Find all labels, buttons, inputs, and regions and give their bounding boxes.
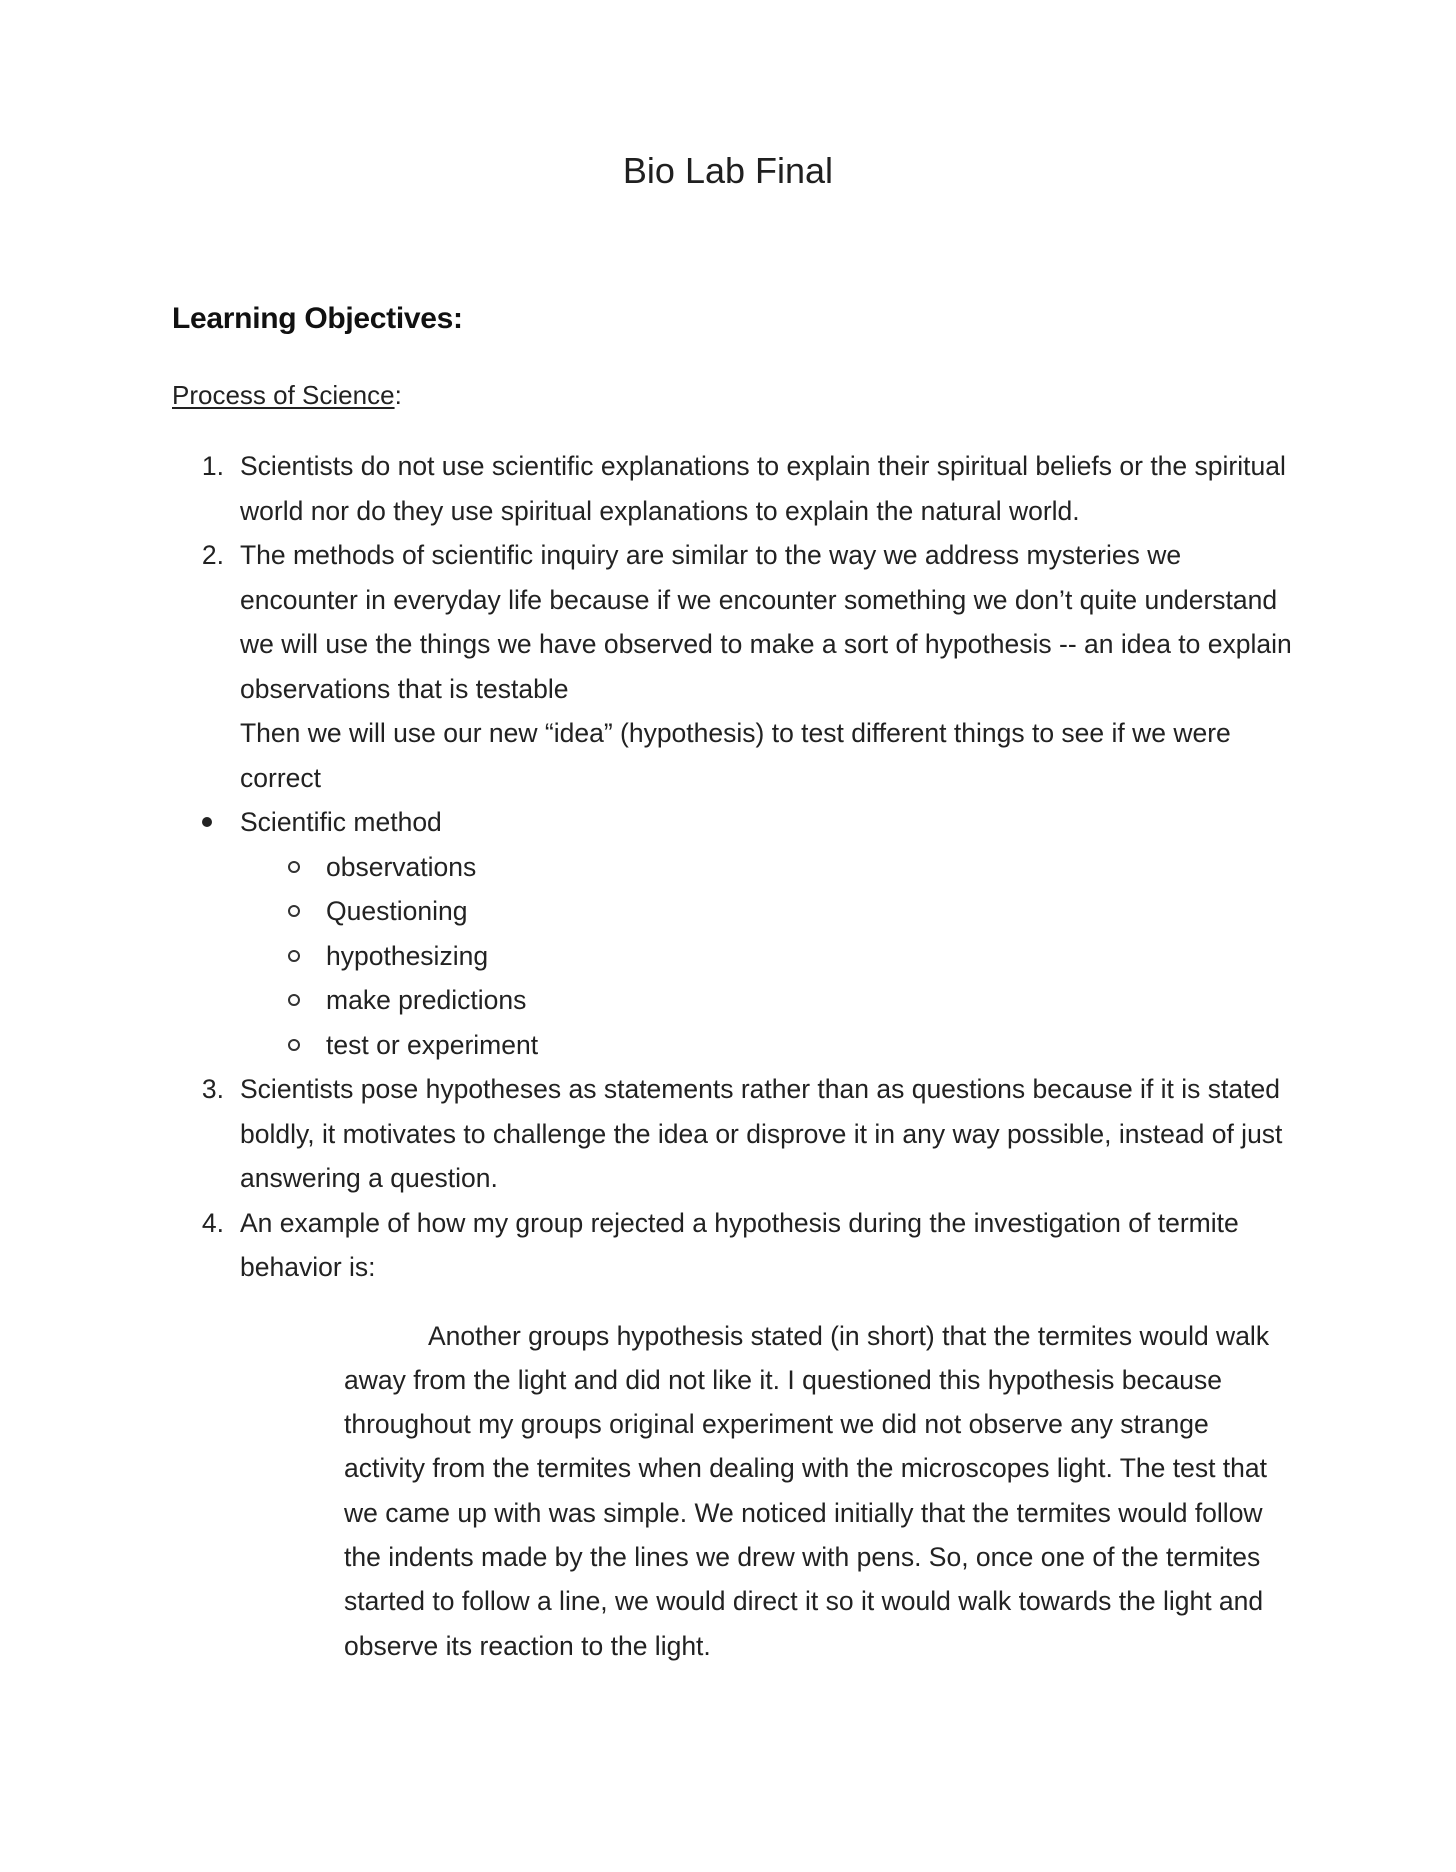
- list-item-1: [172, 444, 1292, 533]
- list-item-text: An example of how my group rejected a hypothesis during the investigation of termite behavior is:: [240, 1207, 1239, 1282]
- sub-bullet-marker: [172, 845, 326, 890]
- sub-bullet-item: [172, 845, 1292, 890]
- bullet-item-scientific-method: [172, 800, 1292, 845]
- subsection-colon: :: [394, 380, 402, 410]
- subsection-title: Process of Science: [172, 380, 395, 410]
- hollow-bullet-icon: [288, 1039, 300, 1051]
- list-item-3: [172, 1067, 1292, 1201]
- hollow-bullet-icon: [288, 905, 300, 917]
- list-number: 4.: [201, 1207, 224, 1238]
- sub-bullet-item: [172, 978, 1292, 1023]
- sub-bullet-marker: [172, 978, 326, 1023]
- list-item-text: Scientists pose hypotheses as statements rather than as questions because if it is stated boldly, it motivates to challenge the idea or disprove it in any way possible, instead of just answering a question.: [240, 1074, 1283, 1193]
- subsection-heading: [172, 380, 402, 411]
- hollow-bullet-icon: [288, 861, 300, 873]
- sub-bullet-text: test or experiment: [326, 1029, 539, 1060]
- list-item-continuation: Then we will use our new “idea” (hypothesis) to test different things to see if we were correct: [240, 718, 1231, 793]
- list-item-text: The methods of scientific inquiry are similar to the way we address mysteries we encounter in everyday life because if we encounter something we don’t quite understand we will use the things we have observed to make a sort of hypothesis -- an idea to explain observations that is testable: [240, 540, 1292, 704]
- objectives-list: [172, 444, 1292, 1694]
- sub-bullet-marker: [172, 934, 326, 979]
- hollow-bullet-icon: [288, 950, 300, 962]
- list-item-body: [240, 533, 1292, 800]
- sub-bullet-text: Questioning: [326, 896, 468, 926]
- document-title: Bio Lab Final: [622, 150, 834, 191]
- bullet-text: Scientific method: [240, 807, 442, 837]
- list-item-2: [172, 533, 1292, 800]
- sub-bullet-marker: [172, 889, 326, 934]
- sub-bullet-text: observations: [326, 851, 477, 882]
- list-number: 2.: [201, 540, 224, 570]
- list-number: 3.: [201, 1074, 224, 1104]
- list-item-4: [172, 1201, 1292, 1290]
- section-heading: Learning Objectives:: [172, 302, 463, 335]
- bullet-marker: [172, 800, 240, 845]
- list-number: 1.: [201, 451, 224, 481]
- example-paragraph: Another groups hypothesis stated (in short) that the termites would walk away from the light and did not like it. I questioned this hypothesis because throughout my groups original experiment we did not observe any strange activity from the termites when dealing with the microscopes light. The test that we came up with was simple. We noticed initially that the termites would follow the indents made by the lines we drew with pens. So, once one of the termites started to follow a line, we would direct it so it would walk towards the light and observe its reaction to the light.: [344, 1320, 1270, 1661]
- sub-bullet-marker: [172, 1023, 326, 1068]
- sub-bullet-item: [172, 889, 1292, 934]
- sub-bullet-text: hypothesizing: [326, 940, 489, 971]
- sub-bullet-item: [172, 934, 1292, 979]
- sub-bullet-item: [172, 1023, 1292, 1068]
- hollow-bullet-icon: [288, 994, 300, 1006]
- filled-bullet-icon: [202, 817, 212, 827]
- sub-bullet-text: make predictions: [326, 985, 527, 1015]
- list-item-text: Scientists do not use scientific explanations to explain their spiritual beliefs or the spiritual world nor do they use spiritual explanations to explain the natural world.: [240, 451, 1286, 526]
